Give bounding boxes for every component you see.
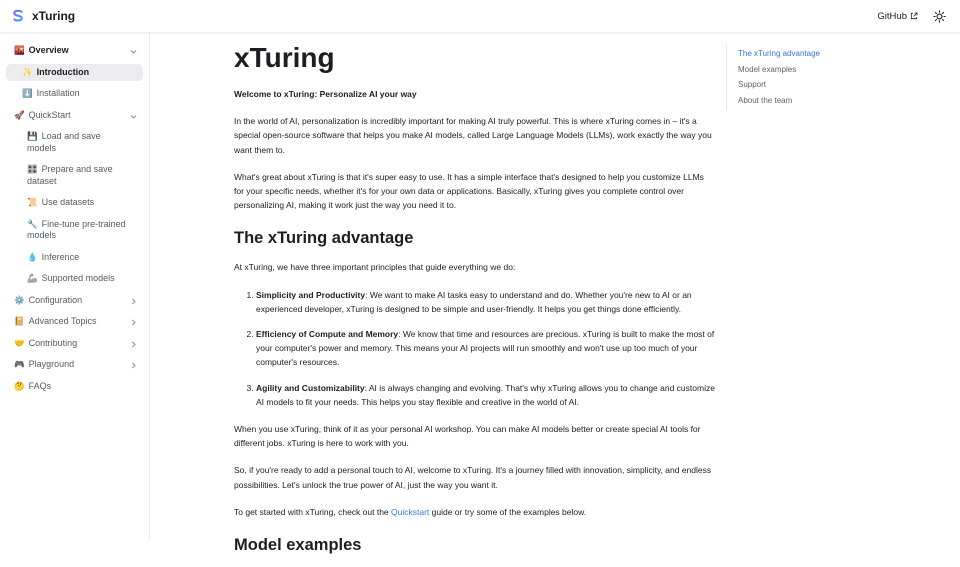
scroll-icon: 📜 — [27, 197, 38, 207]
chevron-right-icon — [129, 297, 138, 306]
principle-term: Agility and Customizability — [256, 382, 365, 393]
paragraph-workshop: When you use xTuring, think of it as your personal AI workshop. You can make AI models better or create special AI tools for different jobs. xTuring is here to work with you. — [234, 424, 701, 449]
doc-content — [234, 32, 716, 567]
chevron-down-icon — [129, 112, 138, 121]
brand-logo-icon — [10, 8, 26, 24]
sidebar-item-contributing[interactable]: 🤝 Contributing — [6, 335, 143, 353]
control-knobs-icon: 🎛️ — [27, 164, 38, 174]
sidebar-item-introduction[interactable]: ✨ Introduction — [6, 64, 143, 82]
gear-icon: ⚙️ — [14, 294, 25, 305]
sidebar-item-fine-tune-models[interactable]: 🔧 Fine-tune pre-trained models — [27, 218, 126, 240]
installation-icon: ⬇️ — [22, 88, 33, 98]
paragraph-get-started: To get started with xTuring, check out the Quickstart guide or try some of the examples below. — [234, 506, 587, 517]
toc-item-support[interactable]: Support — [738, 80, 767, 89]
principle-text: : We know that time and resources are precious. xTuring is built to make the most of your computer's power and memory. This means your AI projects will run smoothly and won't use up too much of your computer's resources. — [256, 329, 715, 368]
page-title: xTuring — [234, 42, 335, 73]
theme-toggle-button[interactable] — [933, 10, 946, 23]
game-controller-icon: 🎮 — [14, 359, 25, 369]
chevron-right-icon — [129, 361, 138, 370]
sidebar-item-supported-models[interactable]: 🦾 Supported models — [27, 273, 115, 283]
brand[interactable] — [10, 8, 75, 24]
sidebar-item-configuration[interactable]: ⚙️ Configuration — [6, 292, 143, 310]
chevron-right-icon — [129, 340, 138, 349]
sidebar-item-quickstart[interactable]: 🚀 QuickStart — [6, 107, 143, 125]
principle-term: Efficiency of Compute and Memory — [256, 329, 399, 340]
thinking-face-icon: 🤔 — [14, 380, 25, 391]
handshake-icon: 🤝 — [14, 337, 25, 348]
sidebar-item-use-datasets[interactable]: 📜 Use datasets — [27, 197, 95, 207]
heading-model-examples: Model examples — [234, 536, 362, 555]
chevron-down-icon — [129, 47, 138, 56]
sidebar-item-prepare-save-dataset[interactable]: 🎛️ Prepare and save dataset — [27, 164, 113, 186]
github-link-label: GitHub — [877, 10, 907, 22]
overview-icon: 🌇 — [14, 45, 25, 55]
droplet-icon: 💧 — [27, 251, 38, 262]
paragraph-intro-1: In the world of AI, personalization is incredibly important for making AI truly powerful. This is where xTuring comes in – it's a special open-source software that helps you make AI models, called Large Language Models (LLMs), work exactly the way you want them to. — [234, 116, 712, 155]
quickstart-link[interactable]: Quickstart — [391, 506, 430, 517]
chevron-right-icon — [129, 318, 138, 327]
sidebar-item-inference[interactable]: 💧 Inference — [27, 251, 80, 262]
principles-intro: At xTuring, we have three important principles that guide everything we do: — [234, 262, 516, 273]
floppy-disk-icon: 💾 — [27, 131, 38, 141]
sidebar-item-faqs[interactable]: 🤔 FAQs — [14, 380, 52, 391]
list-item — [256, 327, 716, 370]
sun-icon — [933, 10, 946, 23]
list-item — [256, 288, 716, 316]
quickstart-icon: 🚀 — [14, 109, 25, 120]
paragraph-journey: So, if you're ready to add a personal touch to AI, welcome to xTuring. It's a journey filled with innovation, simplicity, and endless possibilities. Let's unlock the true power of AI, just the way you want it. — [234, 465, 712, 490]
paragraph-intro-2: What's great about xTuring is that it's super easy to use. It has a simple interface that's designed to help you customize LLMs for your specific needs, whether it's for your own data or applications. Basically, xTuring gives you complete control over personalizing AI, making it work just the way you need it to. — [234, 171, 704, 211]
list-item — [256, 381, 716, 409]
principles-list — [234, 288, 716, 409]
notebook-icon: 📔 — [14, 316, 25, 326]
mechanical-arm-icon: 🦾 — [27, 273, 38, 283]
sidebar-item-advanced-topics[interactable]: 📔 Advanced Topics — [6, 313, 143, 331]
sidebar-item-overview[interactable]: 🌇 Overview — [6, 42, 143, 60]
principle-text: : AI is always changing and evolving. That's why xTuring allows you to change and customize AI models to fit your needs. This helps you stay flexible and creative in the world of AI. — [256, 382, 715, 407]
sidebar — [0, 32, 150, 540]
navbar — [0, 0, 960, 32]
principle-text: : We want to make AI tasks easy to understand and do. Whether you're new to AI or an experienced developer, xTuring is designed to be simple and user-friendly. It helps you get things done efficiently. — [256, 289, 692, 314]
sidebar-item-installation[interactable]: ⬇️ Installation — [22, 88, 80, 98]
brand-title: xTuring — [32, 9, 76, 23]
sidebar-item-playground[interactable]: 🎮 Playground — [6, 356, 143, 374]
welcome-line: Welcome to xTuring: Personalize AI your way — [234, 89, 417, 99]
github-link[interactable] — [877, 11, 918, 22]
introduction-icon: ✨ — [22, 66, 33, 77]
toc-item-model-examples[interactable]: Model examples — [738, 64, 797, 74]
heading-advantage: The xTuring advantage — [234, 229, 414, 248]
toc-item-advantage[interactable]: The xTuring advantage — [738, 49, 820, 58]
external-link-icon — [910, 12, 918, 20]
wrench-icon: 🔧 — [27, 218, 38, 229]
principle-term: Simplicity and Productivity — [256, 289, 366, 300]
table-of-contents — [726, 44, 936, 110]
sidebar-item-load-save-models[interactable]: 💾 Load and save models — [27, 131, 101, 153]
toc-item-about-team[interactable]: About the team — [738, 95, 793, 105]
